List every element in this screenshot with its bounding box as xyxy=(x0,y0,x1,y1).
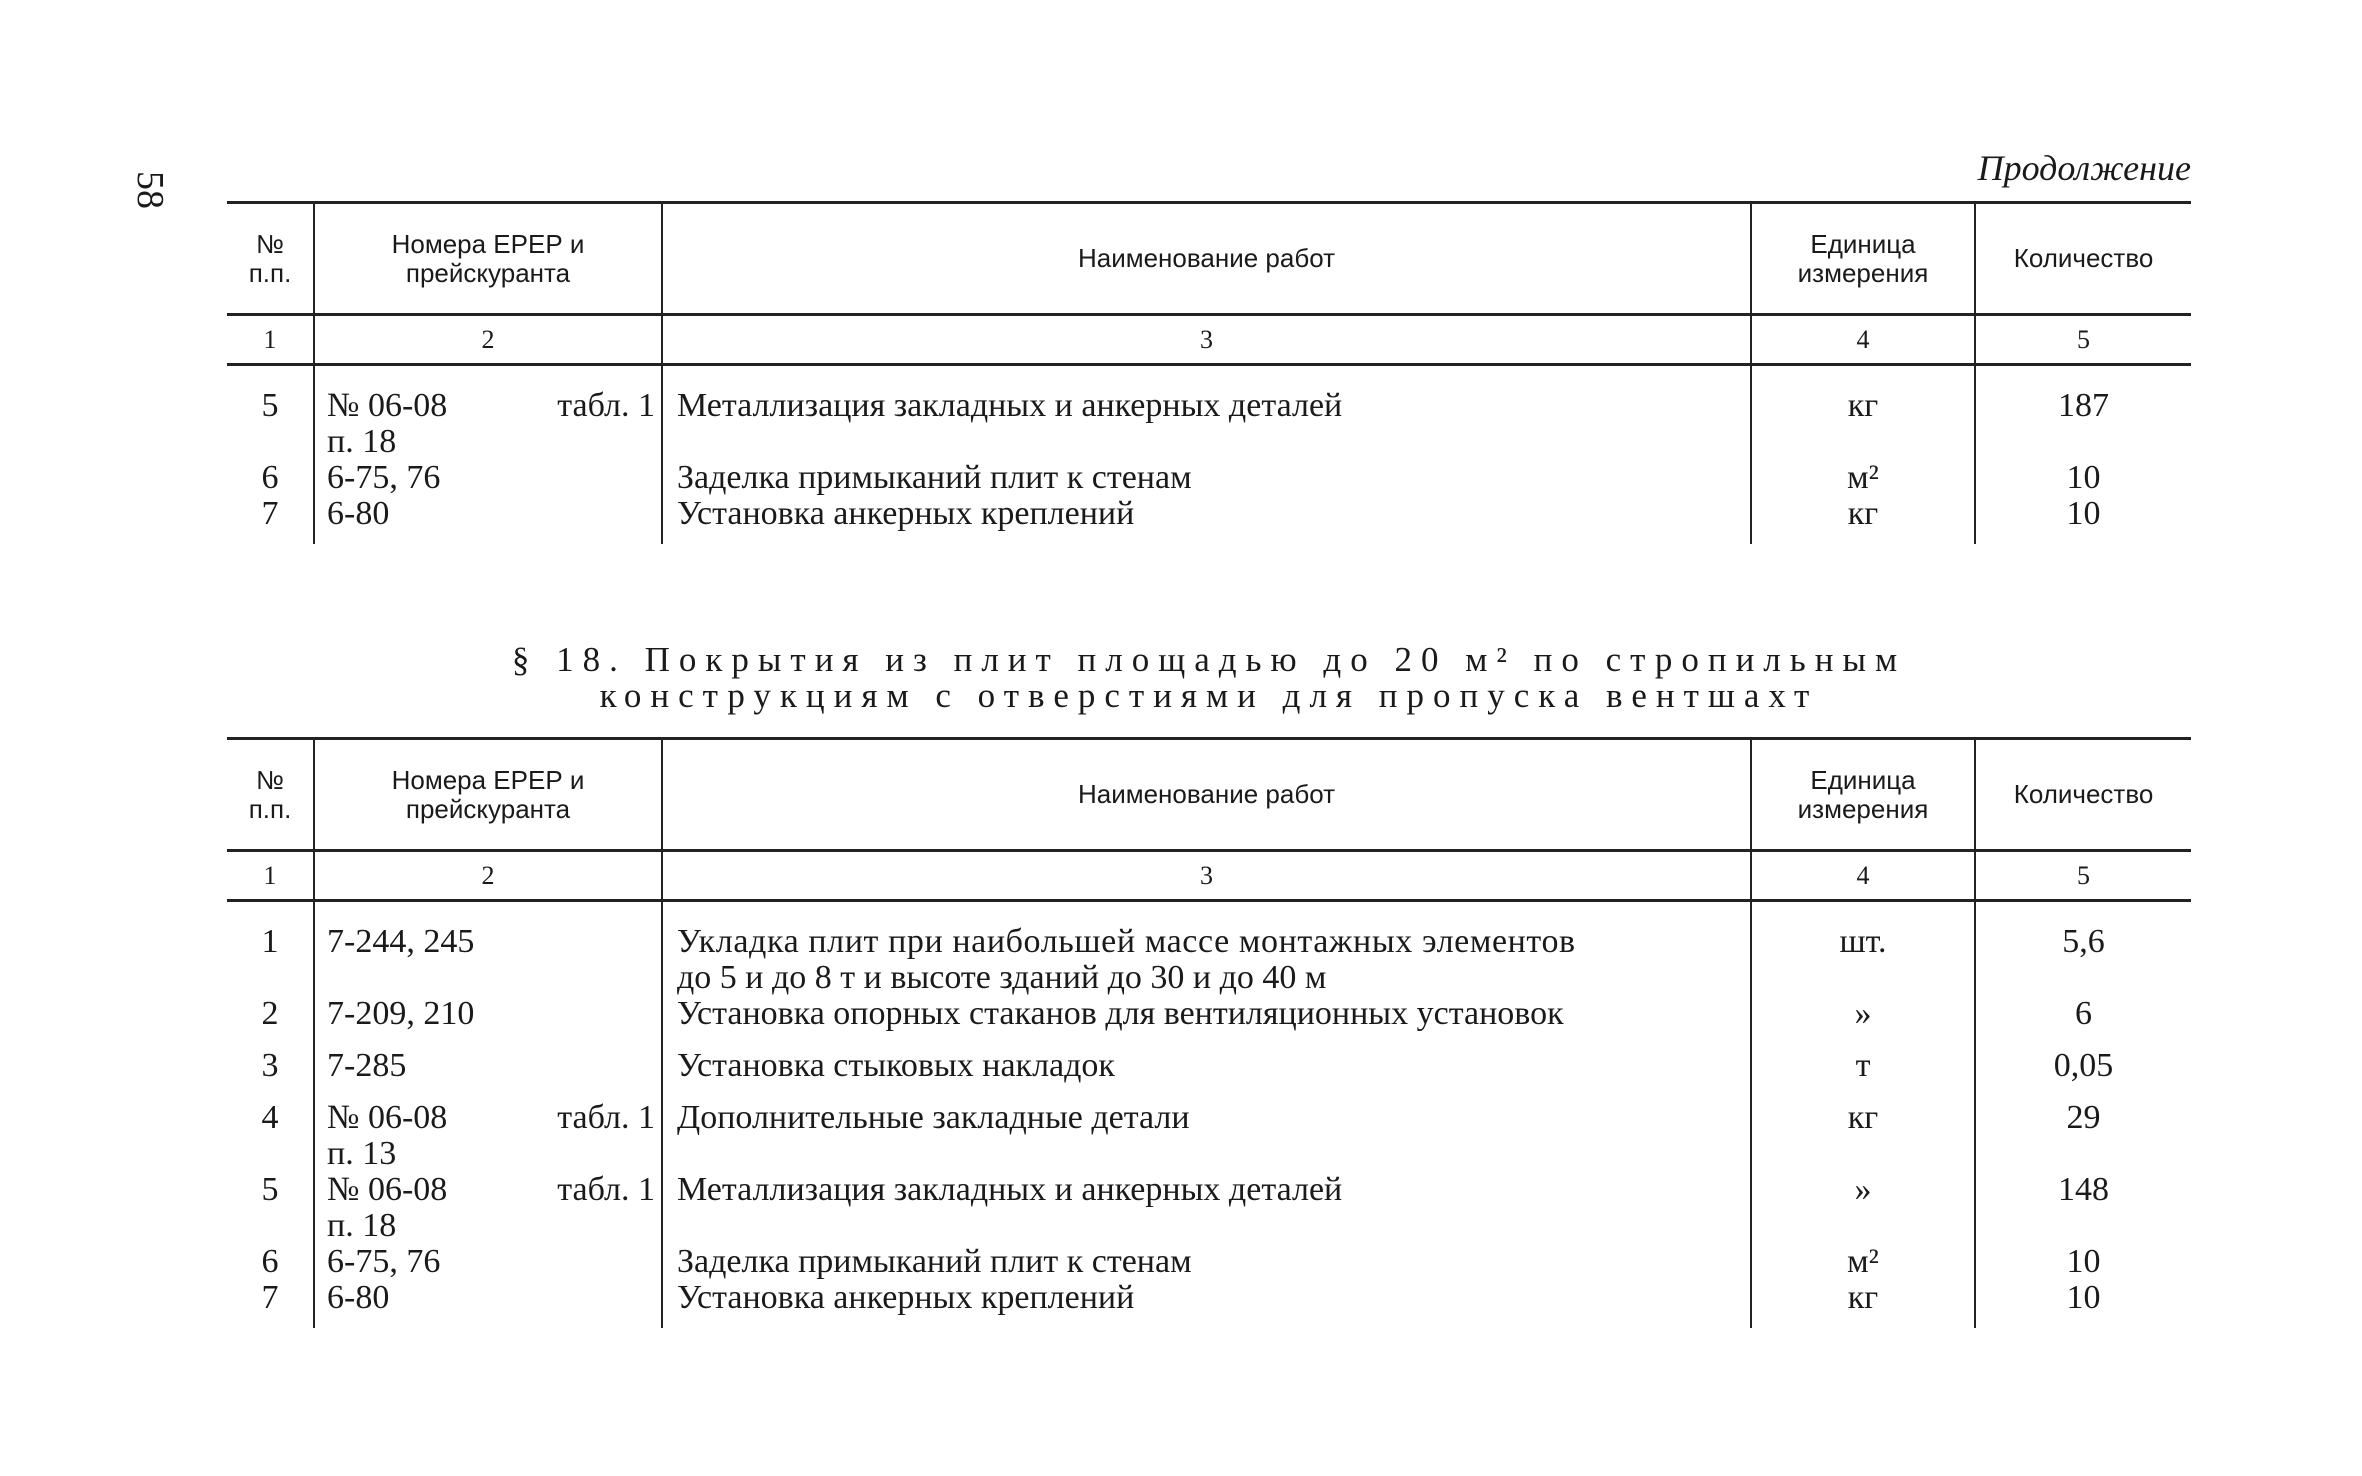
row-quantity: 10 xyxy=(1975,1244,2191,1280)
row-work-name: Установка анкерных креплений xyxy=(662,1280,1751,1328)
column-number: 3 xyxy=(662,315,1751,365)
row-unit: кг xyxy=(1751,1280,1975,1328)
row-unit: кг xyxy=(1751,365,1975,461)
reference-code: № 06-08 xyxy=(327,1171,448,1208)
column-number-row xyxy=(227,851,2191,901)
header-number: № п.п. xyxy=(227,203,314,315)
row-reference xyxy=(314,365,662,461)
row-quantity: 10 xyxy=(1975,496,2191,544)
column-number: 5 xyxy=(1975,851,2191,901)
column-number: 3 xyxy=(662,851,1751,901)
row-reference: 6-75, 76 xyxy=(314,460,662,496)
row-unit: кг xyxy=(1751,1084,1975,1172)
row-work-name: Заделка примыканий плит к стенам xyxy=(662,1244,1751,1280)
row-work-name: Дополнительные закладные детали xyxy=(662,1084,1751,1172)
row-quantity: 187 xyxy=(1975,365,2191,461)
row-quantity: 0,05 xyxy=(1975,1032,2191,1084)
page-number: 58 xyxy=(129,171,171,209)
header-work-name: Наименование работ xyxy=(662,739,1751,851)
header-erer: Номера ЕРЕР и прейскуранта xyxy=(314,739,662,851)
column-number: 2 xyxy=(314,851,662,901)
reference-item: п. 18 xyxy=(327,1207,397,1244)
row-reference: 6-80 xyxy=(314,496,662,544)
table-row xyxy=(227,1244,2191,1280)
table-header-row xyxy=(227,739,2191,851)
row-work-name: Установка стыковых накладок xyxy=(662,1032,1751,1084)
continuation-label: Продолжение xyxy=(1977,148,2191,188)
header-number: № п.п. xyxy=(227,739,314,851)
row-number: 2 xyxy=(261,995,279,1032)
row-number: 5 xyxy=(261,1171,279,1208)
row-number: 6 xyxy=(261,1243,279,1280)
row-work-name: Металлизация закладных и анкерных деталей xyxy=(662,365,1751,461)
table-row xyxy=(227,996,2191,1032)
row-work-name: Заделка примыканий плит к стенам xyxy=(662,460,1751,496)
row-unit: м² xyxy=(1751,1244,1975,1280)
row-quantity: 6 xyxy=(1975,996,2191,1032)
row-number: 1 xyxy=(261,923,279,960)
header-work-name: Наименование работ xyxy=(662,203,1751,315)
row-quantity: 10 xyxy=(1975,460,2191,496)
row-reference xyxy=(314,1084,662,1172)
header-unit: Единица измерения xyxy=(1751,203,1975,315)
row-number: 4 xyxy=(261,1099,279,1136)
row-number: 6 xyxy=(261,459,279,496)
row-reference: 7-244, 245 xyxy=(314,901,662,997)
table-row xyxy=(227,901,2191,997)
reference-item: п. 18 xyxy=(327,423,397,460)
section-heading xyxy=(227,642,2191,714)
table-row xyxy=(227,1084,2191,1172)
reference-table: табл. 1 xyxy=(557,387,655,424)
reference-table: табл. 1 xyxy=(557,1171,655,1208)
row-number: 5 xyxy=(261,387,279,424)
row-number: 7 xyxy=(261,495,279,532)
row-reference: 7-209, 210 xyxy=(314,996,662,1032)
work-name-line-2: до 5 и до 8 т и высоте зданий до 30 и до 40 м xyxy=(677,959,1327,996)
row-work-name: Металлизация закладных и анкерных деталей xyxy=(662,1172,1751,1244)
row-unit: кг xyxy=(1751,496,1975,544)
row-work-name: Установка опорных стаканов для вентиляционных установок xyxy=(662,996,1751,1032)
column-number: 1 xyxy=(227,315,314,365)
column-number: 4 xyxy=(1751,851,1975,901)
table-row xyxy=(227,1280,2191,1328)
row-work-name: Установка анкерных креплений xyxy=(662,496,1751,544)
row-quantity: 10 xyxy=(1975,1280,2191,1328)
column-number: 5 xyxy=(1975,315,2191,365)
table-row xyxy=(227,496,2191,544)
row-unit: м² xyxy=(1751,460,1975,496)
section-heading-line-1: § 18. Покрытия из плит площадью до 20 м² по стропильным xyxy=(511,640,1907,679)
column-number-row xyxy=(227,315,2191,365)
table-header-row xyxy=(227,203,2191,315)
column-number: 4 xyxy=(1751,315,1975,365)
row-quantity: 5,6 xyxy=(1975,901,2191,997)
row-unit: шт. xyxy=(1751,901,1975,997)
reference-item: п. 13 xyxy=(327,1135,397,1172)
section-heading-line-2: конструкциям с отверстиями для пропуска вентшахт xyxy=(599,676,1819,715)
works-table-continued xyxy=(227,201,2191,544)
row-work-name xyxy=(662,901,1751,997)
column-number: 1 xyxy=(227,851,314,901)
table-row xyxy=(227,460,2191,496)
table-row xyxy=(227,1172,2191,1244)
row-unit: » xyxy=(1751,1172,1975,1244)
table-row xyxy=(227,365,2191,461)
row-reference: 7-285 xyxy=(314,1032,662,1084)
works-table-section-18 xyxy=(227,737,2191,1328)
work-name-line-1: Укладка плит при наибольшей массе монтажных элементов xyxy=(677,923,1576,960)
row-unit: » xyxy=(1751,996,1975,1032)
row-reference: 6-80 xyxy=(314,1280,662,1328)
header-erer: Номера ЕРЕР и прейскуранта xyxy=(314,203,662,315)
header-quantity: Количество xyxy=(1975,203,2191,315)
reference-code: № 06-08 xyxy=(327,1099,448,1136)
reference-table: табл. 1 xyxy=(557,1099,655,1136)
row-quantity: 148 xyxy=(1975,1172,2191,1244)
reference-code: № 06-08 xyxy=(327,387,448,424)
row-reference: 6-75, 76 xyxy=(314,1244,662,1280)
row-reference xyxy=(314,1172,662,1244)
row-number: 3 xyxy=(261,1047,279,1084)
table-row xyxy=(227,1032,2191,1084)
header-unit: Единица измерения xyxy=(1751,739,1975,851)
row-number: 7 xyxy=(261,1279,279,1316)
row-quantity: 29 xyxy=(1975,1084,2191,1172)
header-quantity: Количество xyxy=(1975,739,2191,851)
row-unit: т xyxy=(1751,1032,1975,1084)
column-number: 2 xyxy=(314,315,662,365)
